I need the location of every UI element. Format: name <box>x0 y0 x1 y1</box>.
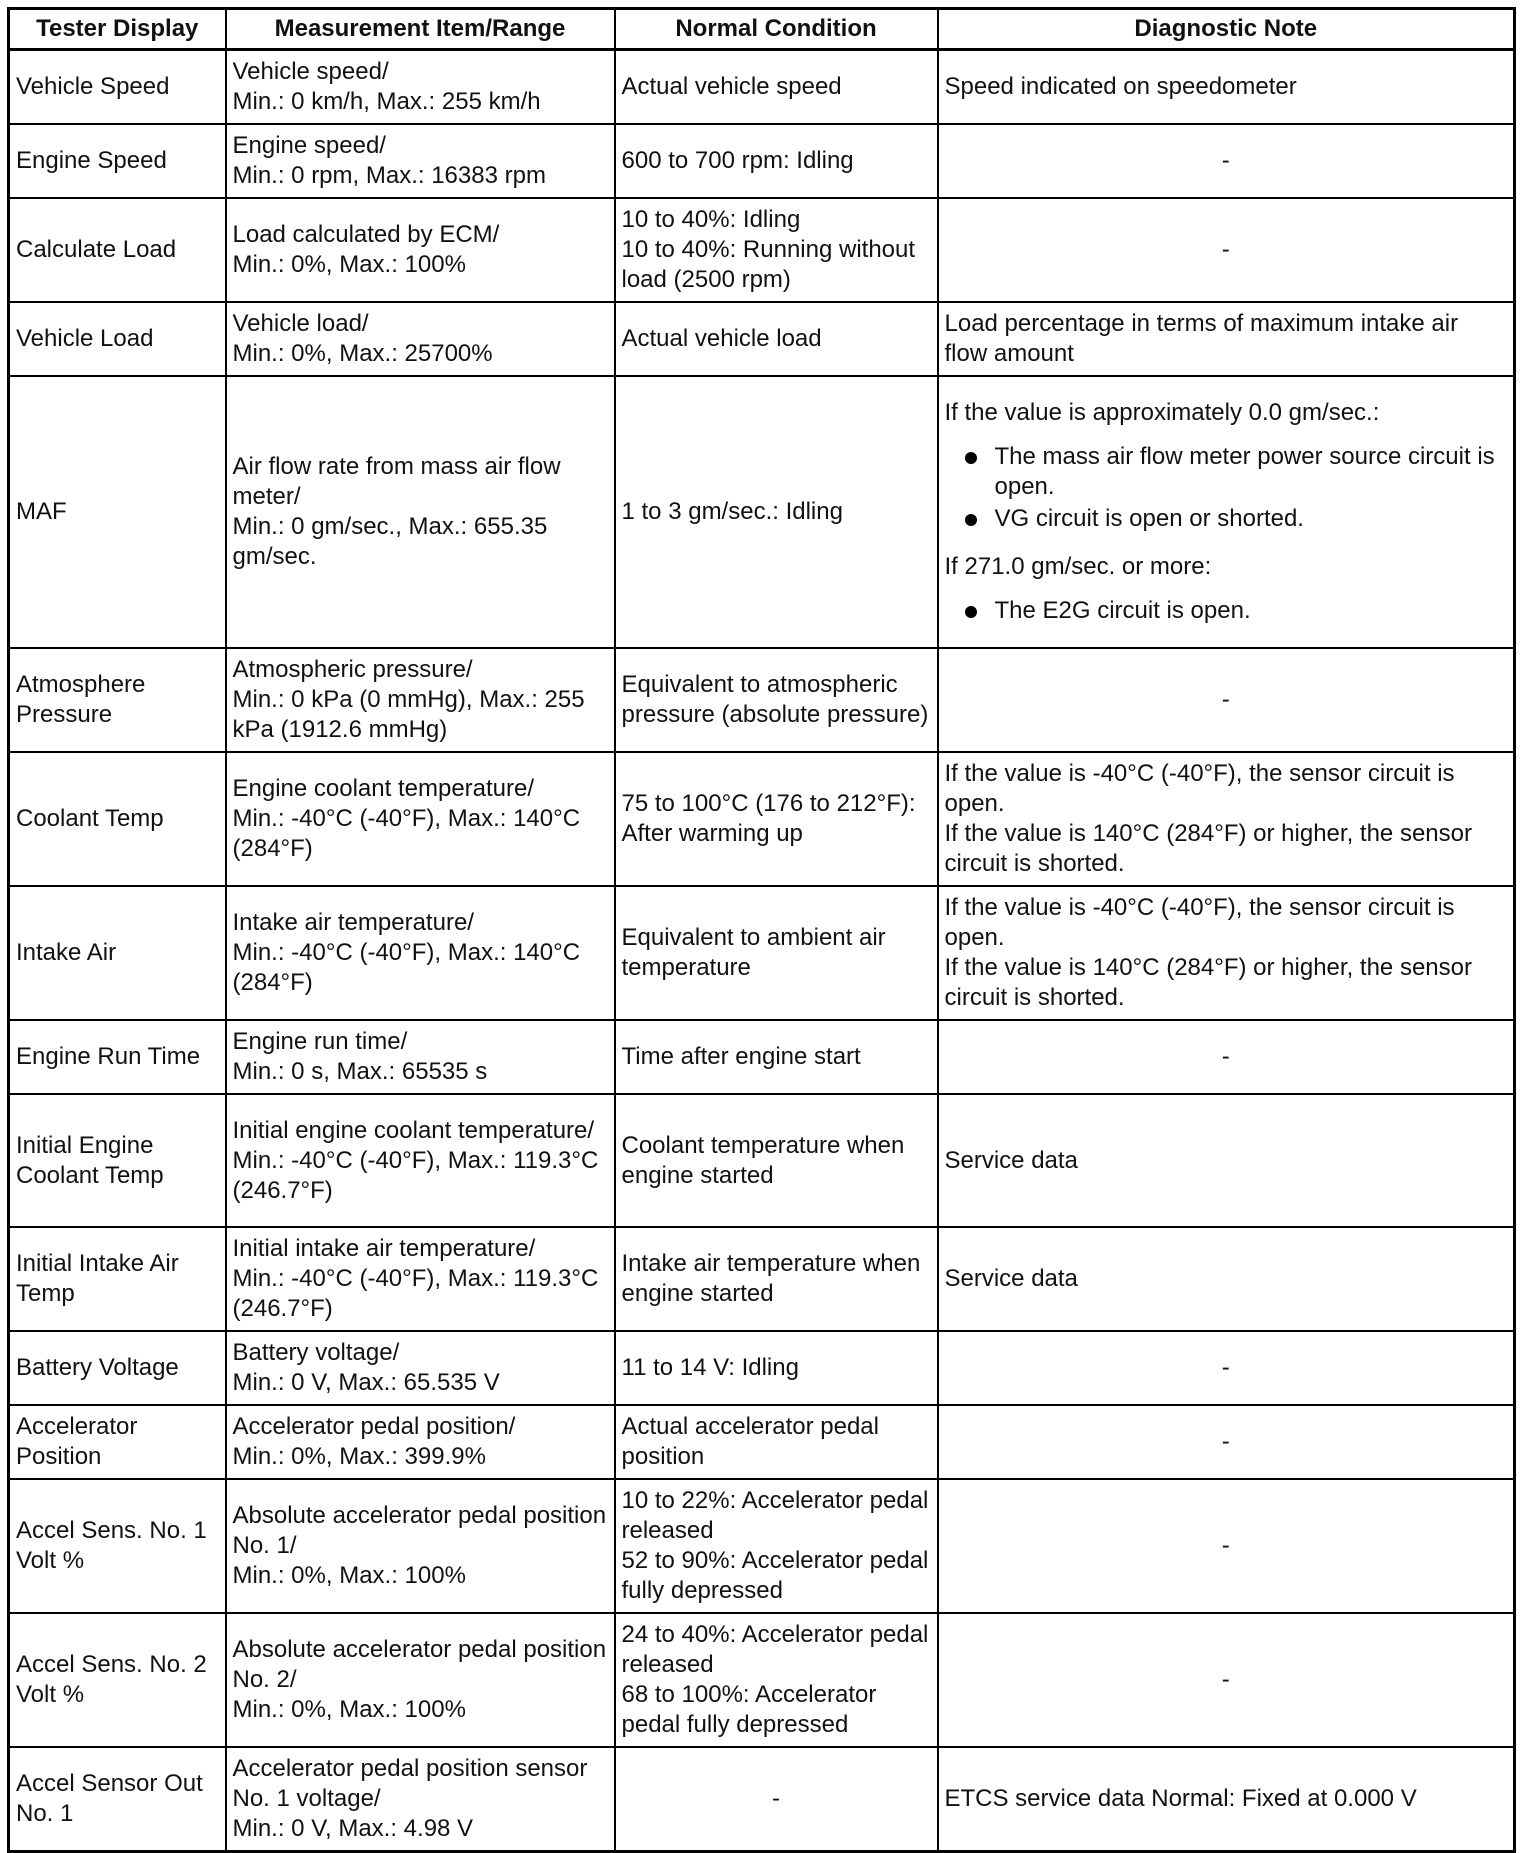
cell-text: Min.: 0 V, Max.: 4.98 V <box>232 1815 474 1842</box>
cell-text: Min.: 0 rpm, Max.: 16383 rpm <box>232 162 546 189</box>
cell-text: Min.: 0 gm/sec., Max.: 655.35 gm/sec. <box>232 513 548 570</box>
cell-text: Vehicle speed/ <box>232 58 389 85</box>
cell-text: Vehicle Load <box>16 325 154 352</box>
cell-text: Initial intake air temperature/ <box>232 1235 536 1262</box>
cell-text: Coolant Temp <box>16 805 164 832</box>
cell-text: Actual vehicle speed <box>621 73 842 100</box>
normal-condition-cell <box>615 198 938 302</box>
measurement-cell <box>226 1613 615 1747</box>
cell-text: Min.: -40°C (-40°F), Max.: 140°C (284°F) <box>232 939 581 996</box>
cell-text: Accelerator Position <box>16 1413 138 1470</box>
diagnostic-note-cell <box>938 1613 1515 1747</box>
table-row <box>9 1094 1515 1227</box>
diagnostic-note-cell <box>938 1747 1515 1852</box>
cell-text: 75 to 100°C (176 to 212°F): After warming up <box>621 790 916 847</box>
cell-text: If the value is 140°C (284°F) or higher, the sensor circuit is shorted. <box>944 954 1472 1011</box>
cell-text: MAF <box>16 498 67 525</box>
bullet-item: The E2G circuit is open. <box>945 596 1508 626</box>
cell-text: Min.: 0%, Max.: 100% <box>232 1696 466 1723</box>
cell-text: 52 to 90%: Accelerator pedal fully depressed <box>621 1547 929 1604</box>
header-tester-display: Tester Display <box>9 9 226 50</box>
cell-text: Engine Run Time <box>16 1043 201 1070</box>
cell-text: Equivalent to atmospheric pressure (absolute pressure) <box>621 671 929 728</box>
cell-text: Min.: -40°C (-40°F), Max.: 119.3°C (246.7°F) <box>232 1146 599 1204</box>
cell-text: Accelerator pedal position/ <box>232 1413 516 1440</box>
cell-text: Vehicle load/ <box>232 310 369 337</box>
cell-text: Service data <box>944 1146 1078 1174</box>
cell-text: - <box>772 1785 780 1812</box>
table-row <box>9 1479 1515 1613</box>
cell-text: - <box>1221 1532 1230 1559</box>
normal-condition-cell <box>615 1020 938 1094</box>
tester-display-cell <box>9 1020 226 1094</box>
cell-text: Intake air temperature/ <box>232 909 474 936</box>
cell-text: If the value is 140°C (284°F) or higher, the sensor circuit is shorted. <box>944 820 1472 877</box>
normal-condition-cell <box>615 1331 938 1405</box>
measurement-cell <box>226 1227 615 1331</box>
cell-text: Intake Air <box>16 939 117 966</box>
normal-condition-cell <box>615 376 938 648</box>
cell-text: 11 to 14 V: Idling <box>621 1354 799 1381</box>
tester-display-cell <box>9 302 226 376</box>
cell-text: Battery voltage/ <box>232 1339 400 1366</box>
normal-condition-cell <box>615 1747 938 1852</box>
measurement-cell <box>226 886 615 1020</box>
cell-text: Initial Intake Air Temp <box>16 1250 179 1307</box>
header-row <box>9 9 1515 50</box>
cell-text: Load percentage in terms of maximum intake air flow amount <box>944 310 1459 367</box>
tester-display-cell <box>9 1479 226 1613</box>
cell-text: 10 to 40%: Running without load (2500 rpm) <box>621 236 916 293</box>
tester-display-cell <box>9 648 226 752</box>
diagnostic-note-cell <box>938 1227 1515 1331</box>
table-row <box>9 648 1515 752</box>
cell-text: Service data <box>944 1265 1078 1292</box>
cell-text: - <box>1221 147 1230 174</box>
measurement-cell <box>226 1405 615 1479</box>
measurement-cell <box>226 50 615 125</box>
table-row <box>9 302 1515 376</box>
table-row <box>9 886 1515 1020</box>
cell-text: Absolute accelerator pedal position No. 1/ <box>232 1502 607 1559</box>
table-row <box>9 1331 1515 1405</box>
diagnostic-note-cell <box>938 886 1515 1020</box>
diagnostic-note-cell <box>938 1331 1515 1405</box>
cell-text: - <box>1221 236 1230 263</box>
cell-text: Air flow rate from mass air flow meter/ <box>232 453 561 510</box>
cell-text: Intake air temperature when engine started <box>621 1250 921 1307</box>
tester-display-cell <box>9 1747 226 1852</box>
normal-condition-cell <box>615 50 938 125</box>
cell-text: Absolute accelerator pedal position No. 2/ <box>232 1636 607 1693</box>
tester-display-cell <box>9 1613 226 1747</box>
header-normal-condition: Normal Condition <box>615 9 938 50</box>
cell-text: Coolant temperature when engine started <box>621 1131 905 1189</box>
diagnostic-note-cell <box>938 1020 1515 1094</box>
cell-text: Time after engine start <box>621 1043 861 1070</box>
diagnostic-note-cell <box>938 124 1515 198</box>
cell-text: 10 to 22%: Accelerator pedal released <box>621 1487 929 1544</box>
cell-text: Atmospheric pressure/ <box>232 656 473 683</box>
table-row <box>9 752 1515 886</box>
measurement-cell <box>226 376 615 648</box>
cell-text: Initial engine coolant temperature/ <box>232 1116 595 1144</box>
tester-display-cell <box>9 376 226 648</box>
table-row <box>9 1613 1515 1747</box>
cell-text: Engine run time/ <box>232 1028 408 1055</box>
tester-display-cell <box>9 124 226 198</box>
diagnostic-note-cell <box>938 302 1515 376</box>
cell-text: - <box>1221 1428 1230 1455</box>
table-row <box>9 1747 1515 1852</box>
table-row <box>9 50 1515 125</box>
normal-condition-cell <box>615 752 938 886</box>
table-row <box>9 198 1515 302</box>
cell-text: ETCS service data Normal: Fixed at 0.000 V <box>944 1785 1417 1812</box>
cell-text: Min.: 0 s, Max.: 65535 s <box>232 1058 488 1085</box>
tester-display-cell <box>9 1227 226 1331</box>
normal-condition-cell <box>615 1405 938 1479</box>
measurement-cell <box>226 752 615 886</box>
cell-text: - <box>1221 686 1230 713</box>
normal-condition-cell <box>615 124 938 198</box>
normal-condition-cell <box>615 1094 938 1227</box>
tester-display-cell <box>9 886 226 1020</box>
diagnostic-note-cell <box>938 752 1515 886</box>
measurement-cell <box>226 124 615 198</box>
measurement-cell <box>226 1020 615 1094</box>
measurement-cell <box>226 302 615 376</box>
tester-display-cell <box>9 1405 226 1479</box>
diagnostic-note-cell <box>938 198 1515 302</box>
cell-text: Engine Speed <box>16 147 167 174</box>
cell-text: If the value is -40°C (-40°F), the sensor circuit is open. <box>944 760 1455 817</box>
tester-display-cell <box>9 752 226 886</box>
normal-condition-cell <box>615 1479 938 1613</box>
cell-text: Vehicle Speed <box>16 73 170 100</box>
normal-condition-cell <box>615 1227 938 1331</box>
cell-text: Min.: 0 V, Max.: 65.535 V <box>232 1369 500 1396</box>
normal-condition-cell <box>615 1613 938 1747</box>
table-row <box>9 1227 1515 1331</box>
header-measurement-item: Measurement Item/Range <box>226 9 615 50</box>
cell-text: Accelerator pedal position sensor No. 1 voltage/ <box>232 1755 588 1812</box>
diagnostic-note-cell <box>938 1094 1515 1227</box>
tester-display-cell <box>9 50 226 125</box>
cell-text: Min.: -40°C (-40°F), Max.: 140°C (284°F) <box>232 805 581 862</box>
diagnostic-note-cell <box>938 1479 1515 1613</box>
cell-text: 24 to 40%: Accelerator pedal released <box>621 1621 929 1678</box>
cell-text: Min.: 0%, Max.: 399.9% <box>232 1443 486 1470</box>
table-row <box>9 1405 1515 1479</box>
table-row <box>9 124 1515 198</box>
diagnostic-note-cell <box>938 1405 1515 1479</box>
cell-text: Speed indicated on speedometer <box>944 73 1297 100</box>
cell-text: Min.: 0 km/h, Max.: 255 km/h <box>232 88 541 115</box>
cell-text: - <box>1221 1354 1230 1381</box>
bullet-item: VG circuit is open or shorted. <box>945 504 1508 534</box>
cell-text: If the value is -40°C (-40°F), the sensor circuit is open. <box>944 894 1455 951</box>
tester-display-cell <box>9 1094 226 1227</box>
cell-text: Calculate Load <box>16 236 177 263</box>
normal-condition-cell <box>615 648 938 752</box>
diagnostic-note-cell <box>938 376 1515 648</box>
cell-text: Equivalent to ambient air temperature <box>621 924 886 981</box>
cell-text: Accel Sensor Out No. 1 <box>16 1770 203 1827</box>
tester-display-cell <box>9 1331 226 1405</box>
cell-text: Load calculated by ECM/ <box>232 221 500 248</box>
note-intro: If 271.0 gm/sec. or more: <box>944 553 1212 580</box>
cell-text: Engine speed/ <box>232 132 386 159</box>
table-row <box>9 376 1515 648</box>
cell-text: Min.: -40°C (-40°F), Max.: 119.3°C (246.7°F) <box>232 1265 599 1322</box>
cell-text: 68 to 100%: Accelerator pedal fully depressed <box>621 1681 877 1738</box>
diagnostic-note-cell <box>938 50 1515 125</box>
cell-text: 1 to 3 gm/sec.: Idling <box>621 498 843 525</box>
bullet-item: The mass air flow meter power source circuit is open. <box>945 442 1508 502</box>
measurement-cell <box>226 1747 615 1852</box>
header-diagnostic-note: Diagnostic Note <box>938 9 1515 50</box>
cell-text: Min.: 0%, Max.: 100% <box>232 1562 466 1589</box>
cell-text: Battery Voltage <box>16 1354 179 1381</box>
table-row <box>9 1020 1515 1094</box>
normal-condition-cell <box>615 302 938 376</box>
cell-text: Min.: 0%, Max.: 100% <box>232 251 466 278</box>
cell-text: Actual vehicle load <box>621 325 822 352</box>
cell-text: Atmosphere Pressure <box>16 671 146 728</box>
note-intro: If the value is approximately 0.0 gm/sec.: <box>944 399 1380 426</box>
measurement-cell <box>226 1479 615 1613</box>
cell-text: 600 to 700 rpm: Idling <box>621 147 854 174</box>
diagnostic-note-cell <box>938 648 1515 752</box>
cell-text: Initial Engine Coolant Temp <box>16 1131 164 1189</box>
data-list-table <box>7 7 1516 1853</box>
cell-text: - <box>1221 1666 1230 1693</box>
cell-text: - <box>1221 1043 1230 1070</box>
tester-display-cell <box>9 198 226 302</box>
measurement-cell <box>226 1094 615 1227</box>
measurement-cell <box>226 648 615 752</box>
normal-condition-cell <box>615 886 938 1020</box>
cell-text: Accel Sens. No. 2 Volt % <box>16 1651 207 1708</box>
cell-text: Engine coolant temperature/ <box>232 775 535 802</box>
cell-text: Accel Sens. No. 1 Volt % <box>16 1517 207 1574</box>
measurement-cell <box>226 1331 615 1405</box>
cell-text: Actual accelerator pedal position <box>621 1413 879 1470</box>
cell-text: 10 to 40%: Idling <box>621 206 801 233</box>
cell-text: Min.: 0%, Max.: 25700% <box>232 340 493 367</box>
cell-text: Min.: 0 kPa (0 mmHg), Max.: 255 kPa (1912.6 mmHg) <box>232 686 585 743</box>
measurement-cell <box>226 198 615 302</box>
